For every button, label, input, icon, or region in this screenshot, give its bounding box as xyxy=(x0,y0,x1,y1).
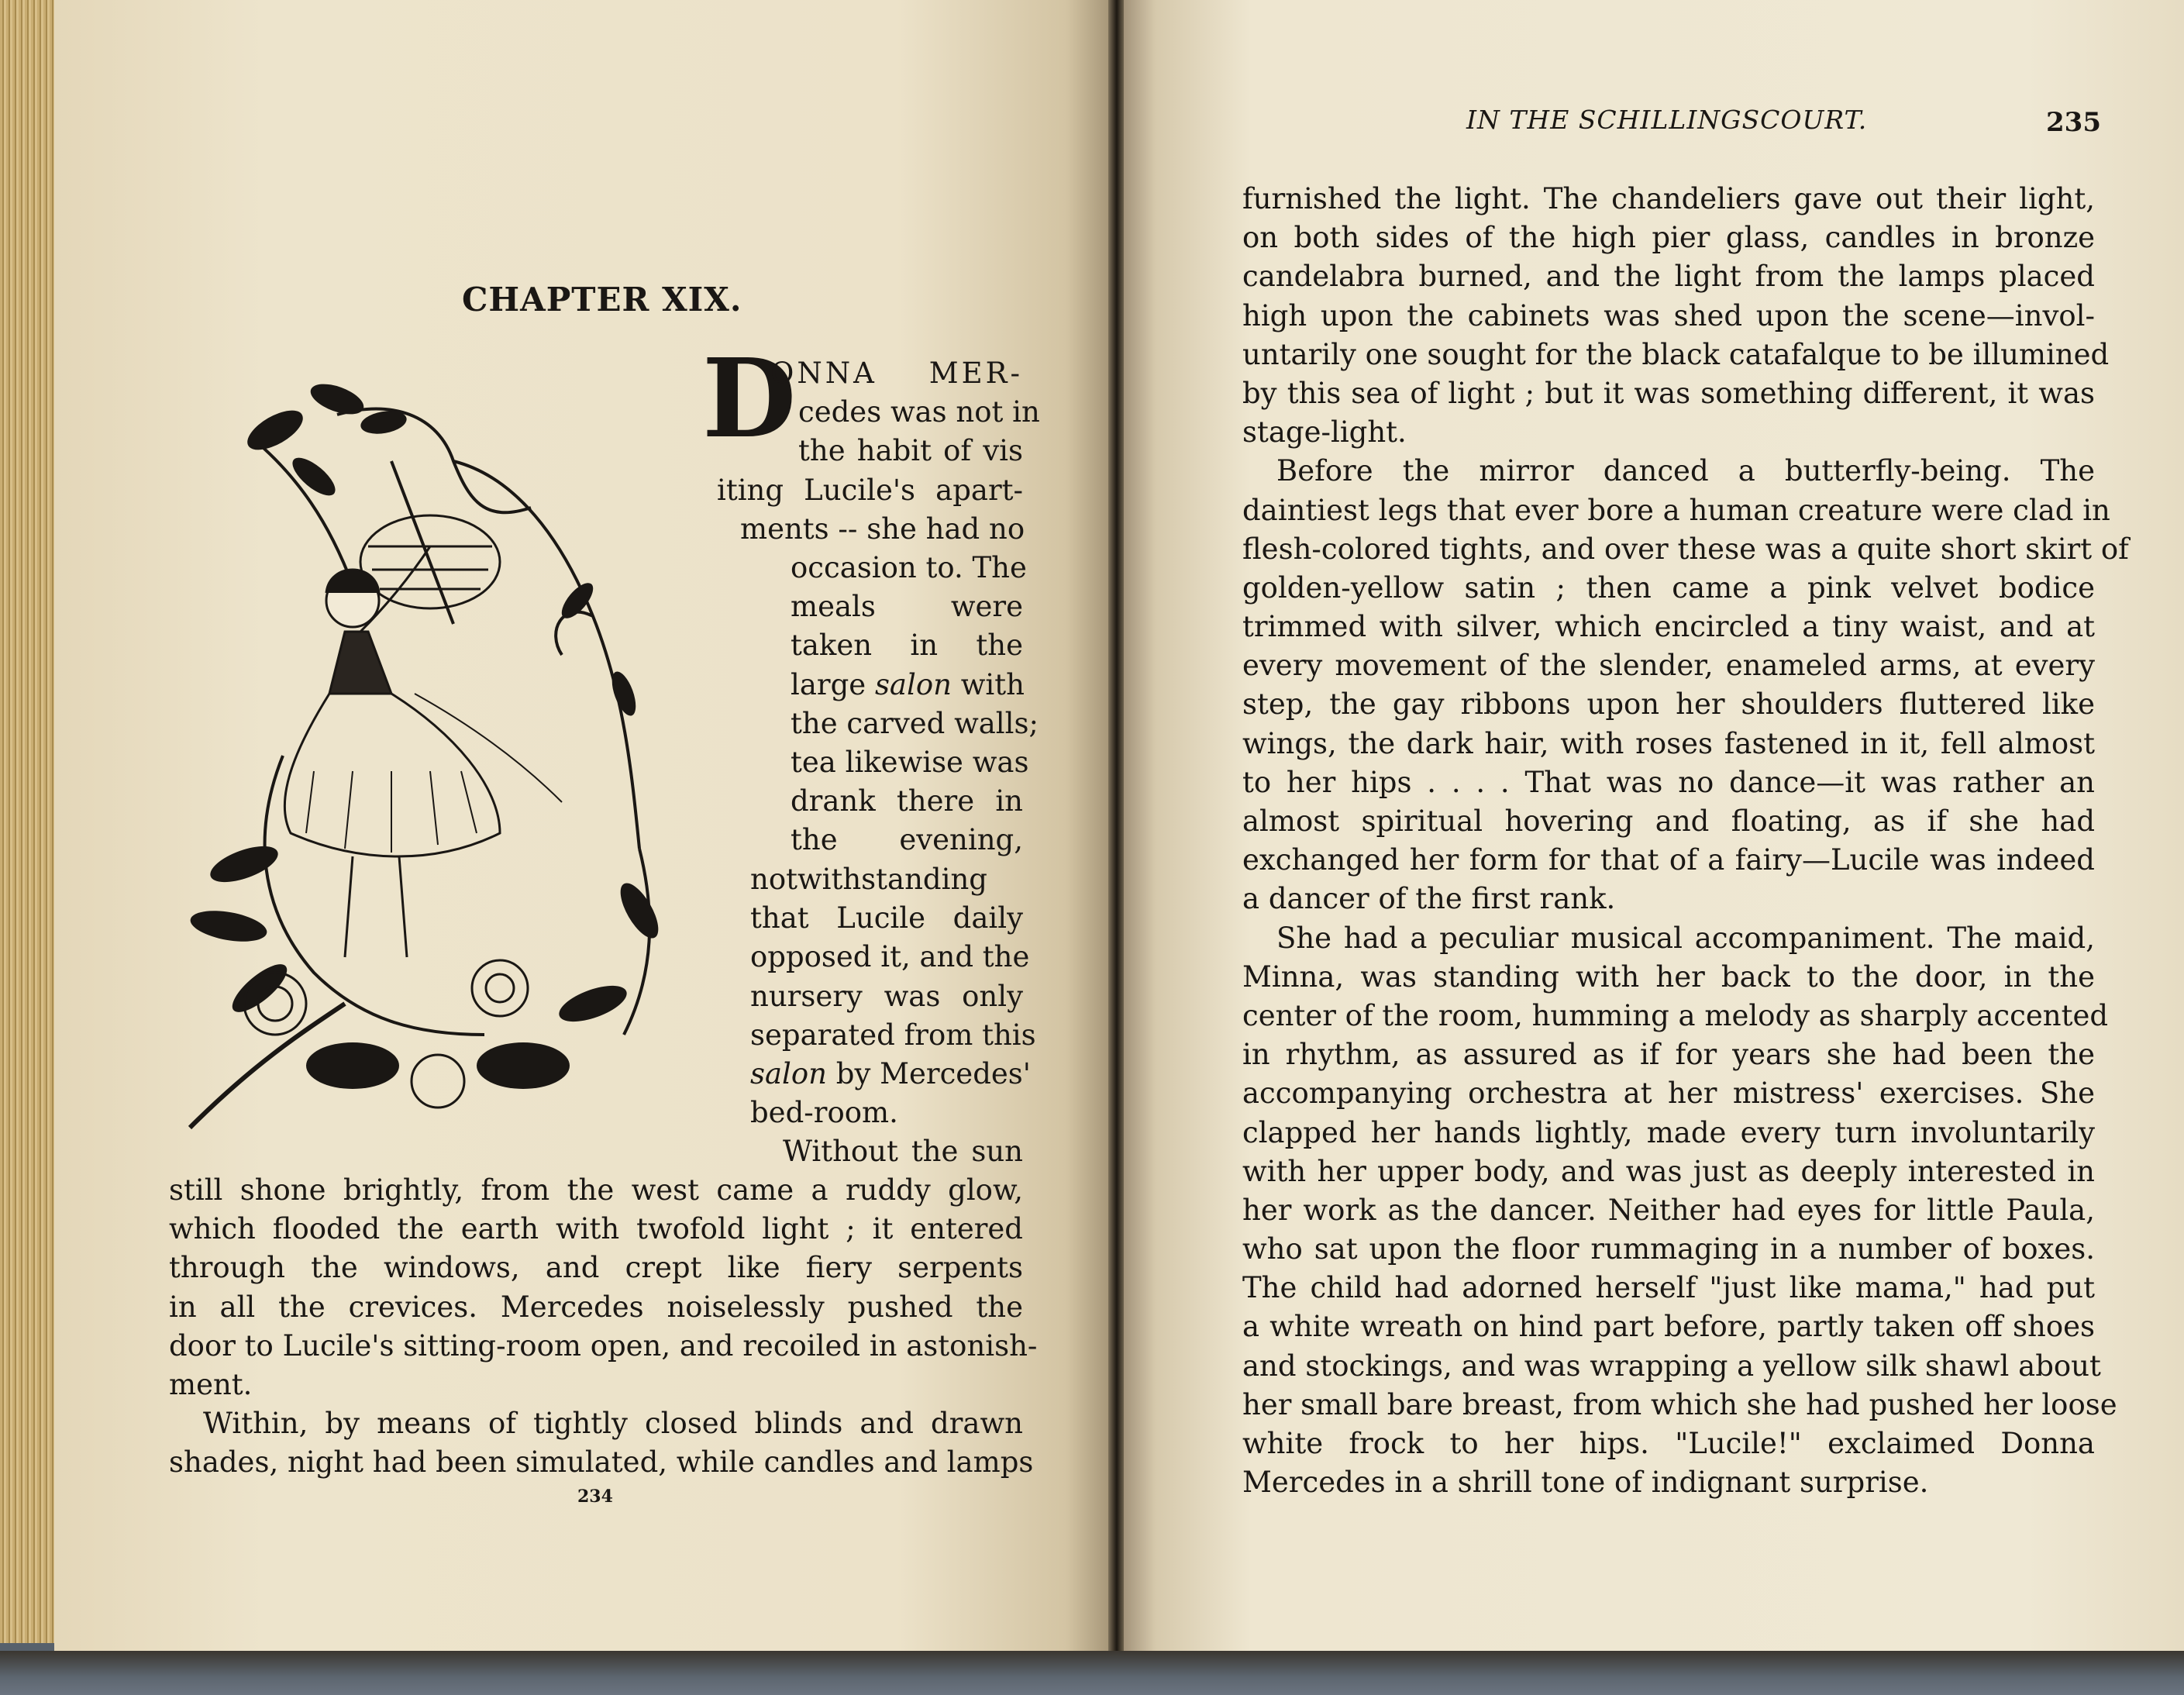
text-line: step, the gay ribbons upon her shoulders fluttered like xyxy=(1242,687,2095,722)
text-line: wings, the dark hair, with roses fastened in it, fell almost xyxy=(1242,726,2095,760)
text-line: in rhythm, as assured as if for years she had been the xyxy=(1242,1038,2095,1072)
right-body-text xyxy=(1242,180,2129,1502)
text-line: every movement of the slender, enameled arms, at every xyxy=(1242,649,2095,683)
text-line: clapped her hands lightly, made every turn involuntarily xyxy=(1242,1115,2095,1149)
text-line: separated from this xyxy=(750,1018,1036,1052)
text-line: The child had adorned herself "just like mama," had put xyxy=(1242,1271,2095,1305)
text-line: nursery was only xyxy=(750,979,1023,1013)
wrapped-text-top xyxy=(770,354,1023,393)
text-line: notwithstanding xyxy=(750,863,987,896)
dancing-girl-illustration xyxy=(159,368,732,1143)
text-line: flesh-colored tights, and over these was a quite short skirt of xyxy=(1242,532,2129,566)
running-head: IN THE SCHILLINGSCOURT. xyxy=(1466,105,1868,135)
text-line: which flooded the earth with twofold light ; it entered xyxy=(169,1212,1023,1246)
text-line: ONNA MER- xyxy=(770,357,1023,390)
text-line: Before the mirror danced a butterfly-being. The xyxy=(1276,454,2095,488)
text-line: exchanged her form for that of a fairy—Lucile was indeed xyxy=(1242,843,2095,877)
text-line: occasion to. The xyxy=(791,551,1027,584)
right-page-number: 235 xyxy=(2046,107,2101,138)
wrapped-text-block-2 xyxy=(717,471,1023,510)
text-line: bed-room. xyxy=(750,1096,898,1130)
text-line: her work as the dancer. Neither had eyes for little Paula, xyxy=(1242,1193,2095,1227)
text-line: Minna, was standing with her back to the door, in the xyxy=(1242,959,2095,994)
text-line: meals were xyxy=(791,590,1023,624)
text-line: cedes was not in xyxy=(798,395,1040,429)
text-line: almost spiritual hovering and floating, as if she had xyxy=(1242,804,2095,838)
wrapped-text-block-4 xyxy=(791,549,1039,860)
wrapped-text-block-3 xyxy=(740,510,1023,549)
text-line: trimmed with silver, which encircled a tiny waist, and at xyxy=(1242,610,2095,644)
text-line: that Lucile daily xyxy=(750,901,1023,935)
chapter-title: CHAPTER XIX. xyxy=(462,281,742,319)
roses xyxy=(244,960,528,1108)
text-line: in all the crevices. Mercedes noiselessly pushed the xyxy=(169,1290,1023,1324)
text-line: high upon the cabinets was shed upon the scene—invol- xyxy=(1242,298,2095,332)
text-line: Mercedes in a shrill tone of indignant surprise. xyxy=(1242,1466,1929,1500)
text-line: opposed it, and the xyxy=(750,940,1030,974)
text-line: Without the sun xyxy=(783,1135,1023,1168)
left-body-text xyxy=(169,1171,1038,1483)
text-line: untarily one sought for the black catafalque to be illumined xyxy=(1242,337,2110,371)
text-line: white frock to her hips. "Lucile!" exclaimed Donna xyxy=(1242,1427,2095,1460)
text-line: the habit of vis xyxy=(798,434,1023,468)
text-line: ments -- she had no xyxy=(740,512,1025,546)
text-line: a white wreath on hind part before, partly taken off shoes xyxy=(1242,1310,2095,1344)
text-line: still shone brightly, from the west came a ruddy glow, xyxy=(169,1173,1023,1207)
text-line: through the windows, and crept like fiery serpents xyxy=(169,1251,1023,1285)
text-line: salon by Mercedes' xyxy=(750,1056,1031,1090)
text-line: who sat upon the floor rummaging in a number of boxes. xyxy=(1242,1232,2095,1266)
text-line: the carved walls; xyxy=(791,706,1039,740)
wrapped-text-block-5 xyxy=(750,860,1036,1132)
text-line: furnished the light. The chandeliers gave out their light, xyxy=(1242,182,2095,215)
drop-cap: D xyxy=(702,336,797,463)
wrapped-text-block-1 xyxy=(798,393,1040,470)
left-page-number: 234 xyxy=(577,1487,613,1507)
text-line: candelabra burned, and the light from the lamps placed xyxy=(1242,260,2095,294)
text-line: a dancer of the first rank. xyxy=(1242,882,1616,916)
text-line: drank there in xyxy=(791,784,1023,818)
text-line: door to Lucile's sitting-room open, and recoiled in astonish- xyxy=(169,1328,1038,1363)
text-line: iting Lucile's apart- xyxy=(717,474,1023,507)
text-line: Within, by means of tightly closed blinds and drawn xyxy=(203,1407,1023,1441)
text-line: to her hips . . . . That was no dance—it was rather an xyxy=(1242,765,2095,799)
book-gutter xyxy=(1108,0,1124,1666)
text-line: She had a peculiar musical accompaniment. The maid, xyxy=(1276,921,2095,955)
text-line: ment. xyxy=(169,1367,253,1401)
text-line: golden-yellow satin ; then came a pink velvet bodice xyxy=(1242,570,2095,605)
text-line: tea likewise was xyxy=(791,745,1029,779)
text-line: shades, night had been simulated, while candles and lamps xyxy=(169,1445,1034,1480)
text-line: with her upper body, and was just as deeply interested in xyxy=(1242,1154,2095,1188)
wrapped-text-block-6 xyxy=(783,1132,1023,1171)
text-line: on both sides of the high pier glass, candles in bronze xyxy=(1242,221,2095,255)
text-line: accompanying orchestra at her mistress' exercises. She xyxy=(1242,1077,2095,1111)
text-line: the evening, xyxy=(791,823,1023,857)
text-line: daintiest legs that ever bore a human creature were clad in xyxy=(1242,493,2110,527)
page-edges xyxy=(0,0,56,1643)
text-line: stage-light. xyxy=(1242,415,1407,450)
text-line: and stockings, and was wrapping a yellow silk shawl about xyxy=(1242,1349,2101,1383)
text-line: taken in the xyxy=(791,629,1023,663)
text-line: her small bare breast, from which she had pushed her loose xyxy=(1242,1387,2117,1421)
text-line: center of the room, humming a melody as sharply accented xyxy=(1242,998,2109,1032)
text-line: large salon with xyxy=(791,667,1025,701)
text-line: by this sea of light ; but it was something different, it was xyxy=(1242,376,2095,410)
scanner-background xyxy=(0,1651,2184,1695)
